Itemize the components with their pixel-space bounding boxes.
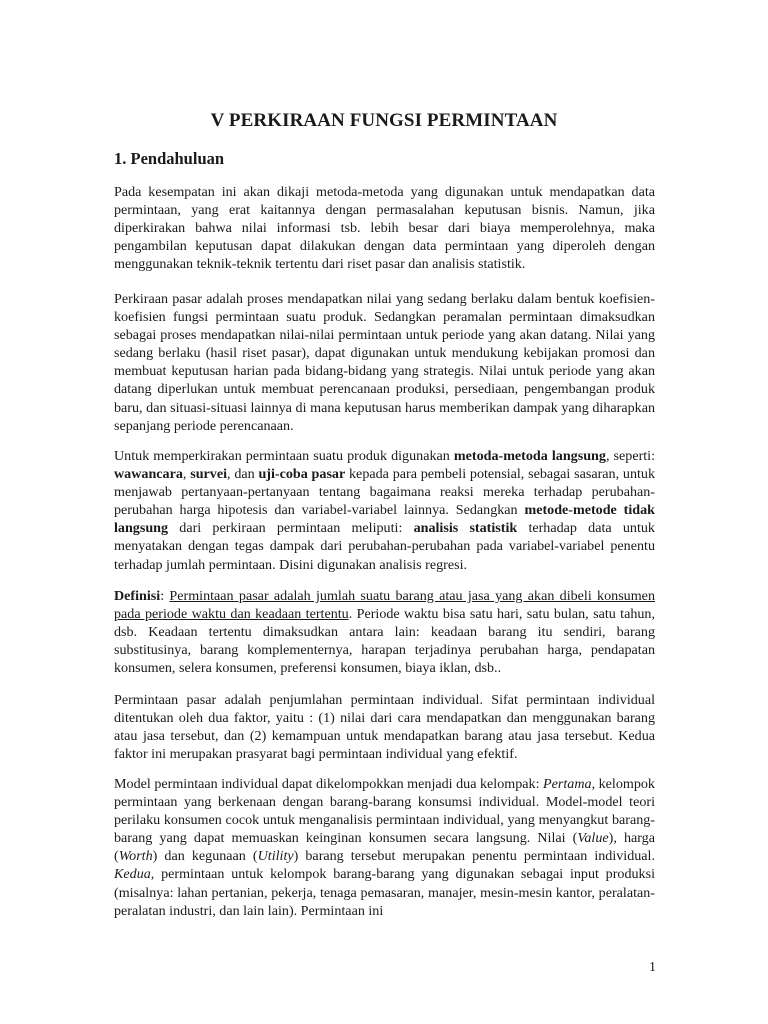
text-run: , seperti: <box>605 448 656 464</box>
text-run: kepada para pembeli potensial, sebagai sasaran, untuk menjawab pertanyaan-pertanyaan tentang bagaimana reaksi mereka terhadap perubahan-perubahan harga hipotesis dan variabel-variabel lainnya. Sedangkan <box>114 466 656 519</box>
bold-term-indirect-methods: metode-metode tidak langsung <box>114 502 655 537</box>
italic-term-utility: Utility <box>257 848 294 865</box>
page-number: 1 <box>649 960 656 975</box>
bold-term-interview: wawancara <box>114 466 183 483</box>
italic-term-value: Value <box>577 830 609 847</box>
text-run: terhadap data untuk menyatakan dengan tegas dampak dari perubahan-perubahan pada variabel-variabel penentu terhadap jumlah permintaan. Disini digunakan analisis regresi. <box>114 520 655 573</box>
text-run: Model permintaan individual dapat dikelompokkan menjadi dua kelompak: <box>114 776 544 792</box>
italic-term-second: Kedua <box>114 866 151 883</box>
paragraph-individual-demand: Permintaan pasar adalah penjumlahan permintaan individual. Sifat permintaan individual ditentukan oleh dua faktor, yaitu : (1) nilai dari cara mendapatkan dan menggunakan barang atau jasa tersebut, dan (2) kemampuan untuk mendapatkan barang atau jasa tersebut. Kedua faktor ini merupakan prasyarat bagi permintaan individual yang efektif. <box>114 692 655 763</box>
text-run: Untuk memperkirakan permintaan suatu produk digunakan <box>114 448 454 464</box>
text-run: , dan <box>227 466 259 483</box>
bold-term-direct-methods: metoda-metoda langsung <box>453 448 606 464</box>
text-run: . Periode waktu bisa satu hari, satu bulan, satu tahun, dsb. Keadaan tertentu dimaksudkan antara lain: keadaan barang itu sendiri, barang substitusinya, barang komplementernya, harapan terjadinya perubahan harga, pendapatan konsumen, selera konsumen, preferensi konsumen, biaya iklan, dsb.. <box>114 606 655 677</box>
text-run: : <box>160 588 170 604</box>
paragraph-demand-models <box>114 775 655 920</box>
bold-term-market-test: uji-coba pasar <box>258 466 346 483</box>
definition-underlined-text: Permintaan pasar adalah jumlah suatu barang atau jasa yang akan dibeli konsumen pada periode waktu dan keadaan tertentu <box>114 588 655 623</box>
definition-label: Definisi <box>114 588 161 604</box>
bold-term-survey: survei <box>190 466 228 483</box>
text-run: ) dan kegunaan ( <box>152 848 258 865</box>
text-run: , <box>182 466 191 483</box>
text-run: ) barang tersebut merupakan penentu permintaan individual. <box>293 848 655 865</box>
bold-term-statistical-analysis: analisis statistik <box>413 520 518 537</box>
paragraph-intro: Pada kesempatan ini akan dikaji metoda-metoda yang digunakan untuk mendapatkan data permintaan, yang erat kaitannya dengan permasalahan keputusan bisnis. Namun, jika diperkirakan bahwa nilai informasi tsb. lebih besar dari biaya memperolehnya, maka pengambilan keputusan dapat dilakukan dengan data permintaan yang diperoleh dengan menggunakan teknik-teknik tertentu dari riset pasar dan analisis statistik. <box>114 184 655 273</box>
text-run: , permintaan untuk kelompok barang-barang yang digunakan sebagai input produksi (misalnya: lahan pertanian, pekerja, tenaga pemasaran, manajer, mesin-mesin kantor, peralatan-peralatan industri, dan lain lain). Permintaan ini <box>114 866 655 919</box>
text-run: , kelompok permintaan yang berkenaan dengan barang-barang konsumsi individual. Model-model teori perilaku konsumen cocok untuk menganalisis permintaan individual, yang menyangkut barang-barang yang dapat memuaskan keinginan konsumen secara langsung. Nilai ( <box>114 776 655 847</box>
paragraph-market-estimation: Perkiraan pasar adalah proses mendapatkan nilai yang sedang berlaku dalam bentuk koefisien-koefisien fungsi permintaan suatu produk. Sedangkan peramalan permintaan dimaksudkan sebagai proses mendapatkan nilai-nilai permintaan untuk periode yang akan datang. Nilai yang sedang berlaku (hasil riset pasar), dapat digunakan untuk mendukung kebijakan promosi dan membuat keputusan harian pada bidang-bidang yang strategis. Nilai untuk periode yang akan datang diperlukan untuk membuat perencanaan produksi, persediaan, pengembangan produk baru, dan situasi-situasi lainnya di mana keputusan harus memberikan dampak yang diharapkan sepanjang periode perencanaan. <box>114 291 655 434</box>
text-run: ), harga ( <box>114 830 655 865</box>
paragraph-methods <box>114 447 655 574</box>
italic-term-first: Pertama <box>543 776 592 792</box>
italic-term-worth: Worth <box>118 848 153 865</box>
text-run: dari perkiraan permintaan meliputi: <box>168 520 414 537</box>
paragraph-definition <box>114 587 655 677</box>
document-title: V PERKIRAAN FUNGSI PERMINTAAN <box>210 110 558 131</box>
section-heading: 1. Pendahuluan <box>114 149 225 168</box>
